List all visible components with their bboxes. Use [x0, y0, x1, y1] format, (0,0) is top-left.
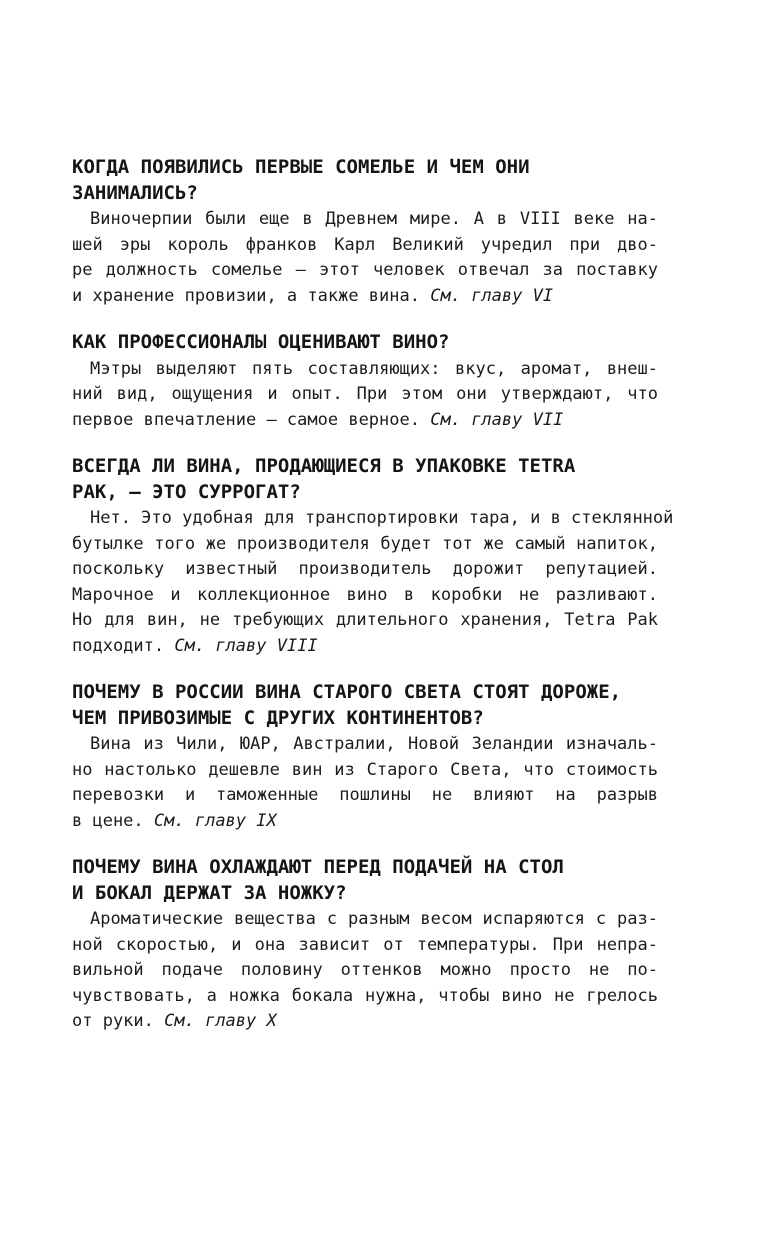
- section-heading: ПОЧЕМУ ВИНА ОХЛАЖДАЮТ ПЕРЕД ПОДАЧЕЙ НА СТОЛ И БОКАЛ ДЕРЖАТ ЗА НОЖКУ?: [72, 856, 564, 904]
- section-body: [72, 907, 658, 1035]
- book-page: [72, 155, 674, 1056]
- qa-section: [72, 330, 658, 433]
- section-heading: КОГДА ПОЯВИЛИСЬ ПЕРВЫЕ СОМЕЛЬЕ И ЧЕМ ОНИ ЗАНИМАЛИСЬ?: [72, 156, 530, 204]
- body-line: шей эры король франков Карл Великий учредил при дво-: [72, 234, 658, 255]
- section-body: [72, 732, 658, 834]
- body-line: но настолько дешевле вин из Старого Света, что стоимость: [72, 759, 658, 780]
- section-heading: ВСЕГДА ЛИ ВИНА, ПРОДАЮЩИЕСЯ В УПАКОВКЕ TETRA PAK, — ЭТО СУРРОГАТ?: [72, 455, 576, 503]
- section-body: [72, 506, 674, 659]
- section-body: [72, 207, 658, 309]
- body-line: ной скоростью, и она зависит от температуры. При непра-: [72, 934, 658, 955]
- chapter-reference: См. главу VIII: [174, 635, 318, 656]
- qa-section: [72, 855, 658, 1035]
- body-line-last: первое впечатление — самое верное. См. главу VII: [72, 409, 564, 430]
- body-line-last: от руки. См. главу X: [72, 1011, 277, 1031]
- body-line: Но для вин, не требующих длительного хранения, Tetra Pak: [72, 610, 658, 630]
- body-line: бутылке того же производителя будет тот же самый напиток,: [72, 533, 658, 554]
- body-line: Марочное и коллекционное вино в коробки не разливают.: [72, 584, 658, 605]
- body-line: ре должность сомелье — этот человек отвечал за поставку: [72, 260, 658, 280]
- section-body: [72, 357, 658, 434]
- section-heading: КАК ПРОФЕССИОНАЛЫ ОЦЕНИВАЮТ ВИНО?: [72, 331, 450, 353]
- body-line: Виночерпии были еще в Древнем мире. А в VIII веке на-: [90, 209, 658, 229]
- body-line: ний вид, ощущения и опыт. При этом они утверждают, что: [72, 384, 658, 404]
- body-line: перевозки и таможенные пошлины не влияют на разрыв: [72, 785, 658, 805]
- chapter-reference: См. главу X: [164, 1011, 277, 1031]
- body-line: Вина из Чили, ЮАР, Австралии, Новой Зеландии изначаль-: [90, 734, 658, 754]
- qa-section: [72, 454, 674, 659]
- qa-section: [72, 155, 658, 309]
- body-line-last: в цене. См. главу IX: [72, 810, 277, 831]
- body-line-last: подходит. См. главу VIII: [72, 635, 318, 656]
- chapter-reference: См. главу VI: [430, 285, 554, 306]
- body-line: Нет. Это удобная для транспортировки тара, и в стеклянной: [90, 508, 674, 528]
- chapter-reference: См. главу VII: [430, 409, 564, 430]
- qa-section: [72, 680, 658, 834]
- body-line: Ароматические вещества с разным весом испаряются с раз-: [90, 909, 658, 929]
- body-line: поскольку известный производитель дорожит репутацией.: [72, 559, 658, 579]
- body-line: чувствовать, а ножка бокала нужна, чтобы вино не грелось: [72, 985, 658, 1006]
- body-line: вильной подаче половину оттенков можно просто не по-: [72, 960, 658, 980]
- body-line-last: и хранение провизии, а также вина. См. главу VI: [72, 285, 554, 306]
- body-line: Мэтры выделяют пять составляющих: вкус, аромат, внеш-: [90, 358, 658, 379]
- chapter-reference: См. главу IX: [153, 810, 277, 831]
- section-heading: ПОЧЕМУ В РОССИИ ВИНА СТАРОГО СВЕТА СТОЯТ ДОРОЖЕ, ЧЕМ ПРИВОЗИМЫЕ С ДРУГИХ КОНТИНЕНТОВ?: [72, 681, 622, 729]
